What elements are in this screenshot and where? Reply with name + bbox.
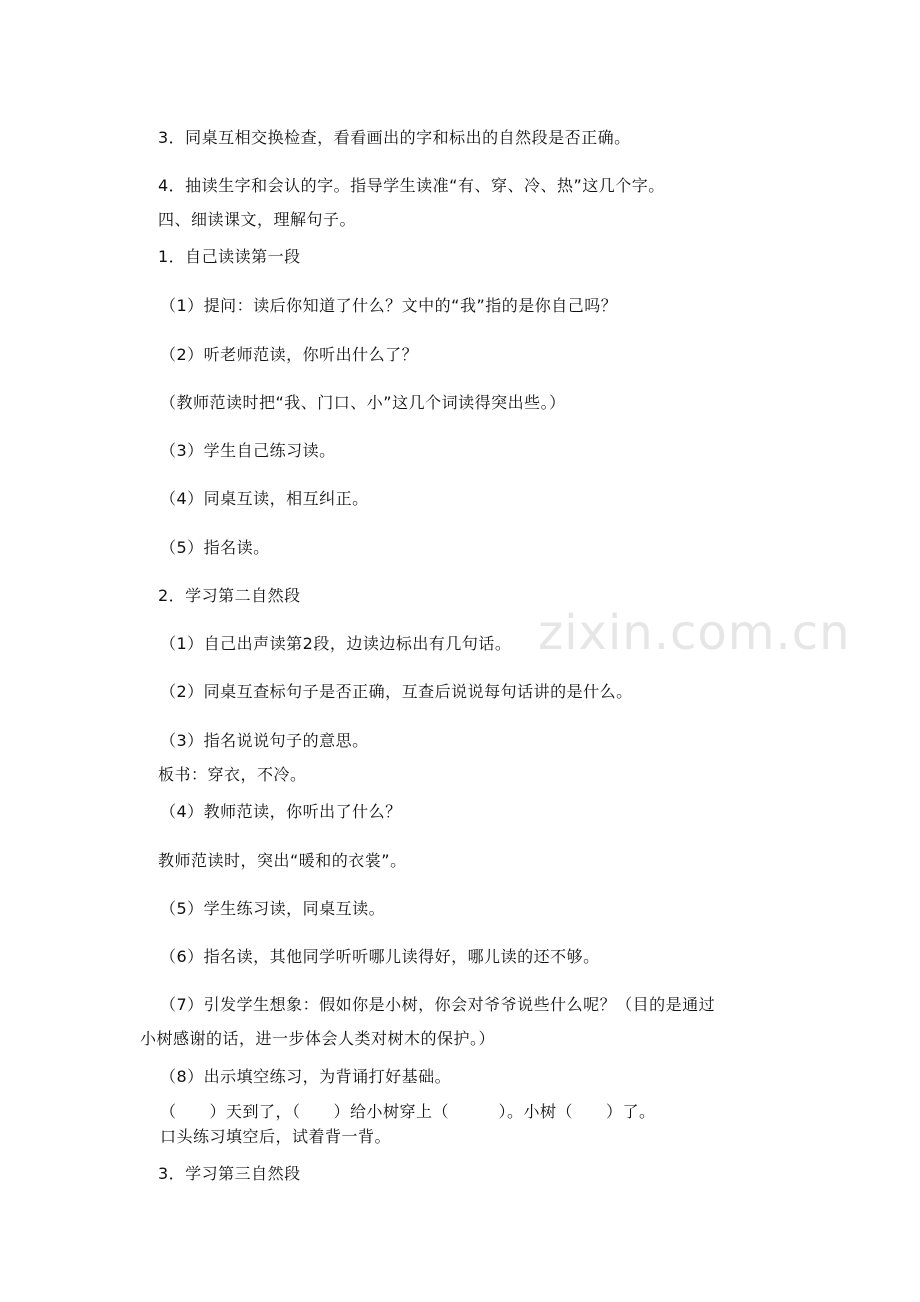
text-line: （1）自己出声读第2段，边读边标出有几句话。 bbox=[160, 634, 512, 653]
text-line: 4．抽读生字和会认的字。指导学生读准“有、穿、冷、热”这几个字。 bbox=[158, 176, 665, 195]
watermark: zixin.com.cn bbox=[538, 605, 851, 661]
text-line: （6）指名读，其他同学听听哪儿读得好，哪儿读的还不够。 bbox=[160, 947, 600, 966]
text-line: （4）同桌互读，相互纠正。 bbox=[160, 489, 369, 508]
text-line: 2．学习第二自然段 bbox=[158, 586, 301, 605]
text-line: （8）出示填空练习，为背诵打好基础。 bbox=[160, 1067, 452, 1086]
text-line: （4）教师范读，你听出了什么？ bbox=[160, 802, 402, 821]
text-line: （7）引发学生想象：假如你是小树，你会对爷爷说些什么呢？（目的是通过 bbox=[160, 995, 716, 1014]
text-line: （3）学生自己练习读。 bbox=[160, 441, 336, 460]
text-line: 口头练习填空后，试着背一背。 bbox=[160, 1127, 392, 1146]
text-line: （5）学生练习读，同桌互读。 bbox=[160, 899, 386, 918]
text-line: 3．学习第三自然段 bbox=[158, 1164, 301, 1183]
text-line: （5）指名读。 bbox=[160, 538, 270, 557]
text-line: 1．自己读读第一段 bbox=[158, 247, 301, 266]
text-line: （2）同桌互查标句子是否正确，互查后说说每句话讲的是什么。 bbox=[160, 682, 633, 701]
text-line: 教师范读时，突出“暖和的衣裳”。 bbox=[158, 851, 407, 870]
text-line: （ ）天到了，（ ）给小树穿上（ ）。小树（ ）了。 bbox=[160, 1102, 656, 1121]
text-line: 板书：穿衣，不冷。 bbox=[158, 765, 307, 784]
text-line: 小树感谢的话，进一步体会人类对树木的保护。） bbox=[140, 1029, 496, 1048]
text-line: 四、细读课文，理解句子。 bbox=[158, 210, 357, 229]
text-line: （教师范读时把“我、门口、小”这几个词读得突出些。） bbox=[160, 393, 566, 412]
text-line: （3）指名说说句子的意思。 bbox=[160, 731, 369, 750]
text-line: 3．同桌互相交换检查，看看画出的字和标出的自然段是否正确。 bbox=[158, 128, 631, 147]
text-line: （2）听老师范读，你听出什么了？ bbox=[160, 345, 419, 364]
text-line: （1）提问：读后你知道了什么？文中的“我”指的是你自己吗？ bbox=[160, 296, 618, 315]
